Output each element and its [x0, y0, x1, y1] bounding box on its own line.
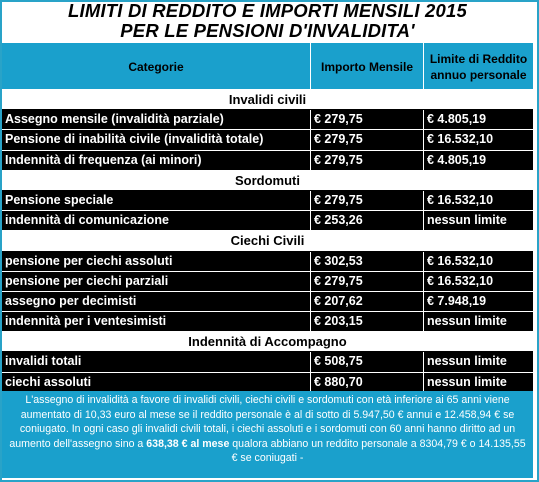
header-limite-reddito: Limite di Reddito annuo personale: [429, 51, 528, 82]
section-sordomuti: [2, 171, 533, 191]
row-amount: € 880,70: [311, 373, 424, 392]
table-row: [2, 352, 533, 372]
row-category: indennità per i ventesimisti: [2, 312, 311, 331]
header-categorie: Categorie: [2, 43, 311, 90]
row-amount: € 508,75: [311, 352, 424, 371]
row-category: Assegno mensile (invalidità parziale): [2, 110, 311, 129]
section-invalidi-civili: [2, 90, 533, 110]
income-limits-table: [2, 43, 533, 393]
row-limit: € 16.532,10: [427, 192, 494, 207]
row-limit: € 16.532,10: [427, 132, 494, 147]
row-amount: € 279,75: [311, 191, 424, 210]
row-category: Indennità di frequenza (ai minori): [2, 151, 311, 170]
row-category: indennità di comunicazione: [2, 211, 311, 230]
row-amount: € 279,75: [311, 110, 424, 129]
row-amount: € 207,62: [311, 292, 424, 311]
row-limit: nessun limite: [427, 354, 507, 369]
row-category: ciechi assoluti: [2, 373, 311, 392]
section-label: Ciechi Civili: [230, 233, 305, 249]
row-amount: € 253,26: [311, 211, 424, 230]
table-row: [2, 292, 533, 312]
row-category: Pensione speciale: [2, 191, 311, 210]
row-amount: € 279,75: [311, 151, 424, 170]
header-importo-mensile: Importo Mensile: [311, 43, 424, 90]
section-ciechi-civili: [2, 231, 533, 251]
section-label: Sordomuti: [235, 172, 300, 188]
title-line-2: PER LE PENSIONI D'INVALIDITA': [120, 20, 415, 41]
row-limit: nessun limite: [427, 314, 507, 329]
section-label: Indennità di Accompagno: [188, 334, 347, 350]
table-row: [2, 312, 533, 332]
table-row: [2, 272, 533, 292]
row-amount: € 203,15: [311, 312, 424, 331]
table-row: [2, 151, 533, 171]
row-limit: € 4.805,19: [427, 112, 487, 127]
footnote: [2, 391, 533, 478]
row-limit: € 16.532,10: [427, 253, 494, 268]
footnote-text-2: qualora abbiano un reddito personale a 8304,79 € o 14.135,55 € se coniugati -: [229, 437, 526, 465]
row-limit: € 7.948,19: [427, 293, 487, 308]
table-row: [2, 252, 533, 272]
table-row: [2, 110, 533, 130]
table-row: [2, 191, 533, 211]
row-limit: € 16.532,10: [427, 273, 494, 288]
row-amount: € 279,75: [311, 130, 424, 149]
page-title: [2, 1, 533, 41]
row-category: assegno per decimisti: [2, 292, 311, 311]
row-category: pensione per ciechi parziali: [2, 272, 311, 291]
section-indennita-accompagno: [2, 332, 533, 352]
row-limit: nessun limite: [427, 374, 507, 389]
row-category: invalidi totali: [2, 352, 311, 371]
table-row: [2, 373, 533, 393]
section-label: Invalidi civili: [228, 92, 307, 107]
table-row: [2, 130, 533, 150]
row-amount: € 279,75: [311, 272, 424, 291]
row-category: pensione per ciechi assoluti: [2, 252, 311, 271]
row-limit: nessun limite: [427, 213, 507, 228]
footnote-text-1: L'assegno di invalidità a favore di invalidi civili, ciechi civili e sordomuti con età inferiore ai 65 anni viene aumentato di 10,33 euro al mese se il reddito personale è al di sotto di 5.947,50 € annui e 12.458,94 € se coniugato. In ogni caso gli invalidi civili totali, i ciechi assoluti e i sordomuti con 60 anni hanno diritto ad un aumento dell'assegno sino a: [9, 394, 516, 450]
row-limit: € 4.805,19: [427, 152, 487, 167]
footnote-highlight: 638,38 € al mese: [146, 437, 230, 450]
row-category: Pensione di inabilità civile (invalidità totale): [2, 130, 311, 149]
table-row: [2, 211, 533, 231]
table-header: [2, 43, 533, 90]
row-amount: € 302,53: [311, 252, 424, 271]
title-line-1: LIMITI DI REDDITO E IMPORTI MENSILI 2015: [68, 0, 467, 21]
